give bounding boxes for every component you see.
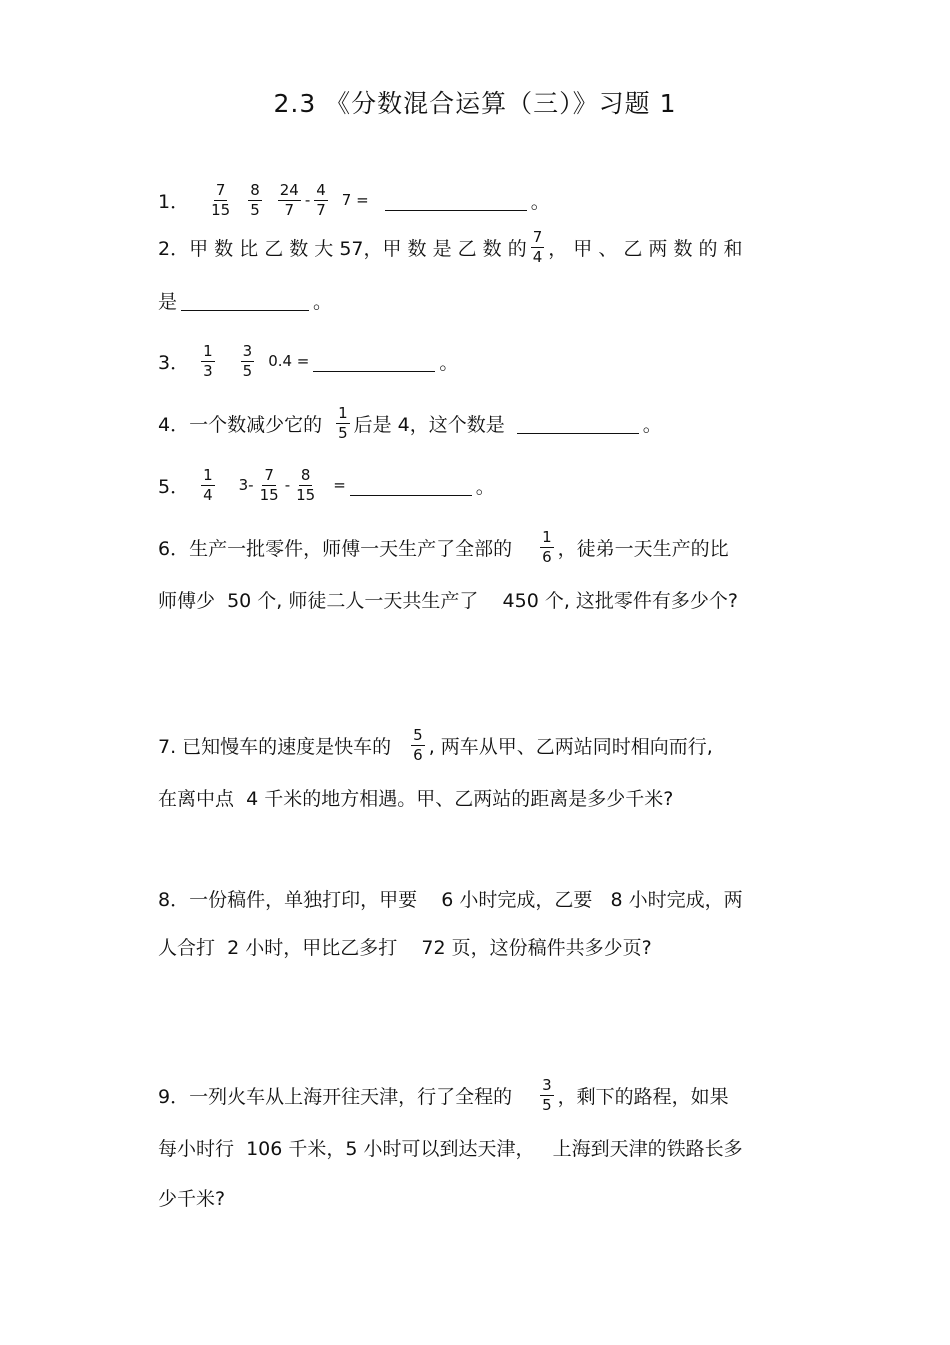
- fraction: $\frac{4}{7}$: [316, 180, 326, 219]
- fraction: $\frac{3}{5}$: [242, 341, 253, 380]
- period: 。: [642, 413, 662, 436]
- fraction: $\frac{5}{6}$: [413, 725, 423, 764]
- operator: -: [284, 476, 291, 494]
- fraction: $\frac{3}{5}$: [542, 1075, 552, 1114]
- question-2-cont: [158, 275, 332, 325]
- expression-tail: =: [333, 476, 346, 494]
- answer-blank[interactable]: [517, 413, 639, 434]
- question-number: 5．: [158, 475, 190, 498]
- page-title: 2.3 《分数混合运算（三）》习题 1: [273, 89, 677, 118]
- fraction: $\frac{1}{6}$: [542, 527, 552, 566]
- question-9: [158, 1070, 729, 1120]
- question-number: 1．: [158, 190, 190, 213]
- expression-part: 3-: [238, 476, 254, 494]
- question-text: ，剩下的路程，如果: [557, 1085, 729, 1108]
- question-4: [158, 398, 662, 448]
- operator: -: [304, 191, 311, 209]
- question-text: 是: [158, 290, 178, 313]
- question-text: 4．一个数减少它的: [158, 413, 323, 436]
- period: 。: [475, 475, 495, 498]
- question-text: 6．生产一批零件，师傅一天生产了全部的: [158, 537, 513, 560]
- question-text: 每小时行 106 千米，5 小时可以到达天津， 上海到天津的铁路长多: [158, 1137, 743, 1160]
- question-text: 在离中点 4 千米的地方相遇。甲、乙两站的距离是多少千米?: [158, 787, 674, 810]
- question-9-cont: [158, 1122, 743, 1172]
- question-text: 9．一列火车从上海开往天津，行了全程的: [158, 1085, 513, 1108]
- question-text: 8．一份稿件，单独打印，甲要 6 小时完成，乙要 8 小时完成，两: [158, 888, 743, 911]
- fraction: $\frac{1}{3}$: [203, 341, 213, 380]
- question-text: ，徒弟一天生产的比: [557, 537, 729, 560]
- answer-blank[interactable]: [313, 351, 435, 372]
- question-8: [158, 873, 743, 923]
- question-8-cont: [158, 921, 652, 971]
- answer-blank[interactable]: [350, 475, 472, 496]
- question-6-cont: [158, 574, 738, 624]
- question-text: ， 甲 、 乙 两 数 的 和: [548, 237, 743, 260]
- question-6: [158, 522, 729, 572]
- expression-tail: 7 =: [341, 191, 369, 209]
- answer-blank[interactable]: [385, 190, 527, 211]
- question-7: [158, 720, 713, 770]
- question-text: 后是 4，这个数是: [353, 413, 505, 436]
- fraction: $\frac{1}{4}$: [203, 465, 213, 504]
- question-7-cont: [158, 772, 673, 822]
- fraction: $\frac{7}{15}$: [211, 180, 231, 219]
- question-text: 2．甲 数 比 乙 数 大 57，甲 数 是 乙 数 的: [158, 237, 527, 260]
- question-2: [158, 222, 743, 272]
- question-text: 人合打 2 小时，甲比乙多打 72 页，这份稿件共多少页?: [158, 936, 652, 959]
- question-text: 7. 已知慢车的速度是快车的: [158, 735, 392, 758]
- fraction: $\frac{24}{7}$: [279, 180, 299, 219]
- expression-tail: 0.4 =: [268, 352, 310, 370]
- fraction: $\frac{7}{4}$: [532, 227, 543, 266]
- fraction: $\frac{8}{5}$: [250, 180, 260, 219]
- period: 。: [439, 351, 459, 374]
- question-number: 3．: [158, 351, 190, 374]
- question-5: [158, 460, 495, 510]
- question-text: , 两车从甲、乙两站同时相向而行,: [428, 735, 713, 758]
- fraction: $\frac{1}{5}$: [338, 403, 348, 442]
- period: 。: [530, 190, 550, 213]
- question-text: 少千米?: [158, 1187, 226, 1210]
- answer-blank[interactable]: [181, 290, 309, 311]
- question-text: 师傅少 50 个, 师徒二人一天共生产了 450 个, 这批零件有多少个?: [158, 589, 739, 612]
- fraction: $\frac{8}{15}$: [296, 465, 316, 504]
- fraction: $\frac{7}{15}$: [259, 465, 279, 504]
- question-3: [158, 336, 458, 386]
- question-1: [158, 175, 550, 225]
- period: 。: [313, 290, 333, 313]
- question-9-cont2: [158, 1172, 225, 1222]
